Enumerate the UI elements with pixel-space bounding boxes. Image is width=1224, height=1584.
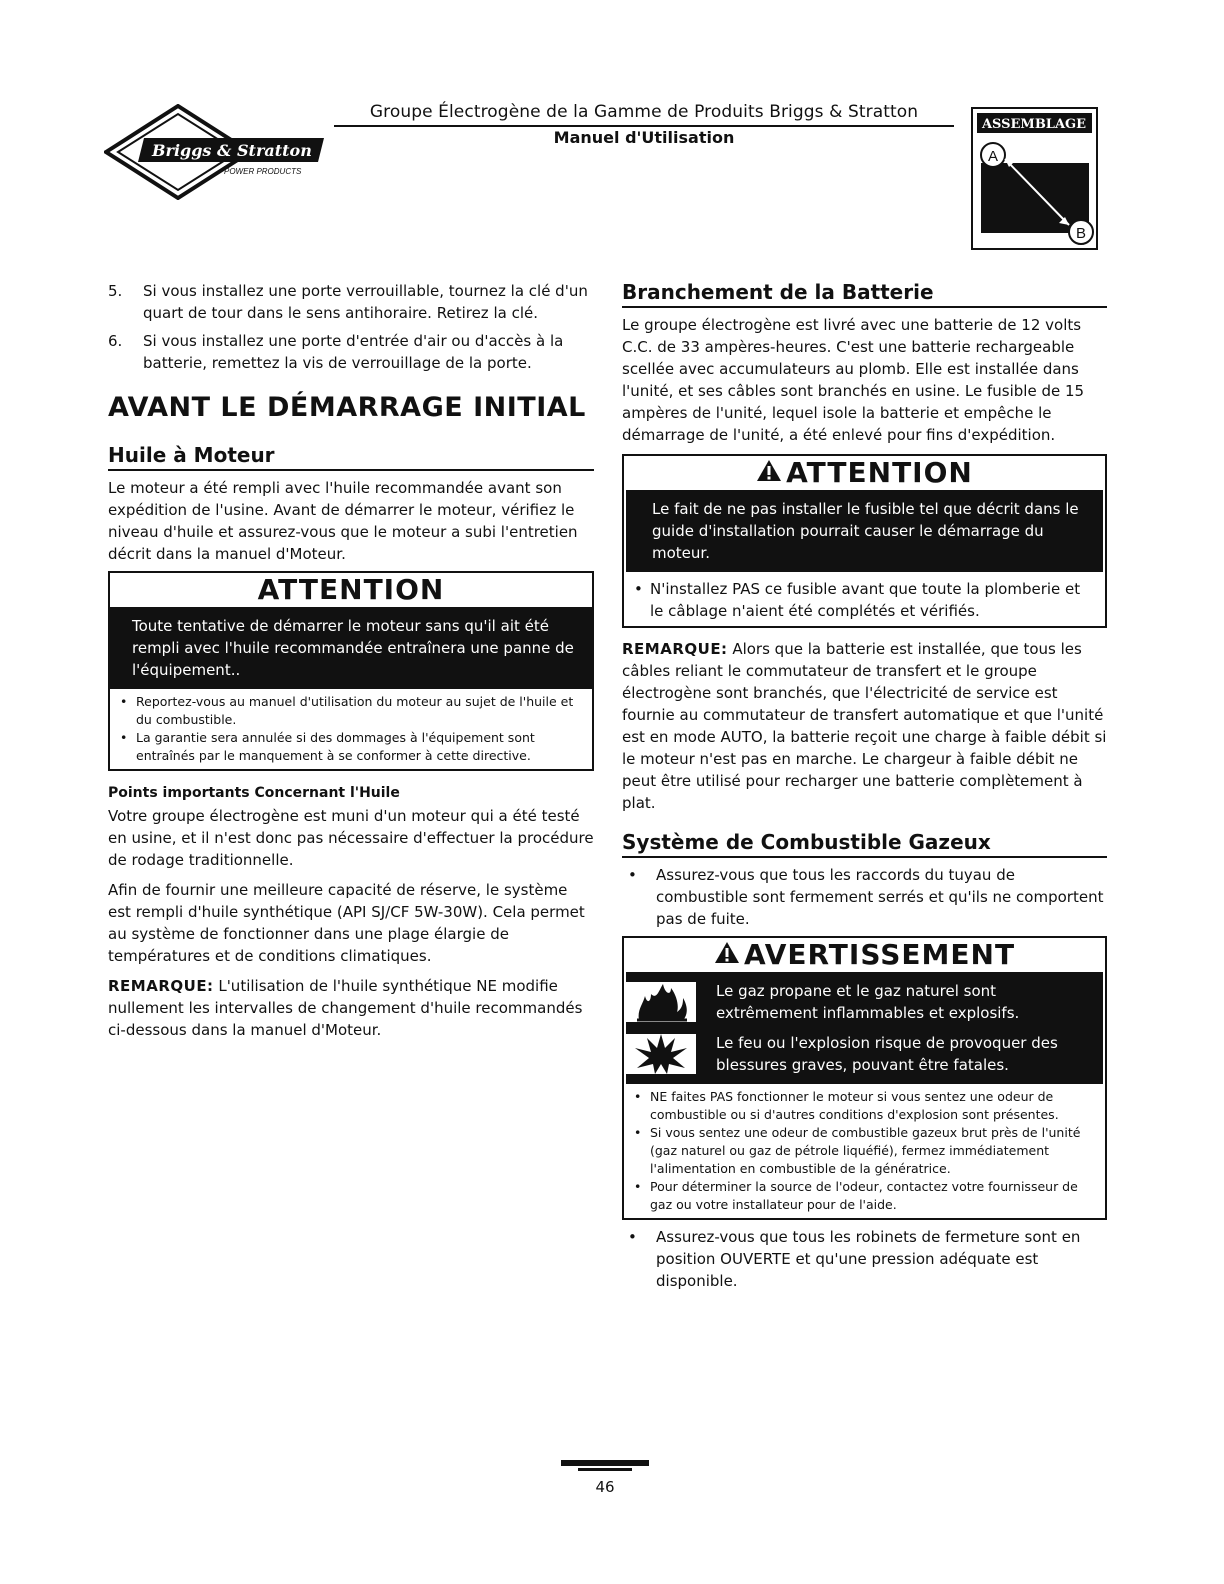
page-marker-bar (561, 1460, 649, 1466)
fuel-bullet: • Assurez-vous que tous les raccords du tuyau de combustible sont fermement serrés et qu'ils ne comportent pas de fuite. (622, 864, 1107, 930)
main-heading: AVANT LE DÉMARRAGE INITIAL (108, 392, 586, 423)
points-paragraph-1: Votre groupe électrogène est muni d'un moteur qui a été testé en usine, et il n'est donc pas nécessaire d'effectuer la procédure de rodage traditionnelle. (108, 807, 594, 869)
bullet-text: Assurez-vous que tous les robinets de fermeture sont en position OUVERTE et qu'une pression adéquate est disponible. (656, 1228, 1081, 1290)
oil-remark (108, 975, 594, 1041)
hazard-panel (626, 972, 1103, 1084)
bullet-text: NE faites PAS fonctionner le moteur si vous sentez une odeur de combustible ou si d'autres conditions d'explosion sont présentes. (650, 1089, 1059, 1122)
left-column (108, 280, 594, 1041)
attention-box-oil (108, 571, 594, 771)
attention-bullet: • La garantie sera annulée si des dommages à l'équipement sont entraînés par le manquement à se conformer à cette directive. (118, 729, 584, 765)
assembly-section-icon (971, 107, 1098, 250)
remark-text: Alors que la batterie est installée, que tous les câbles reliant le commutateur de transfert et le groupe électrogène sont branchés, que l'électricité de service est fournie au commutateur de transfert automatique et que l'unité est en mode AUTO, la batterie reçoit une charge à faible débit si le moteur n'est pas en marche. Le chargeur à faible débit ne peut être utilisé pour recharger une batterie complètement à plat. (622, 640, 1107, 812)
step-number: 5. (108, 282, 123, 300)
warning-bullets (624, 1084, 1105, 1218)
brand-subtext: POWER PRODUCTS (224, 167, 302, 176)
step-number: 6. (108, 332, 123, 350)
brand-text: Briggs & Stratton (152, 141, 312, 160)
hazard-row (626, 1028, 1103, 1080)
page-marker-bar-small (578, 1468, 632, 1471)
fuel-heading: Système de Combustible Gazeux (622, 830, 1107, 858)
header-rule (334, 125, 954, 127)
step-text: Si vous installez une porte d'entrée d'air ou d'accès à la batterie, remettez la vis de verrouillage de la porte. (143, 332, 564, 372)
warning-bullet: • Pour déterminer la source de l'odeur, contactez votre fournisseur de gaz ou votre installateur pour de l'aide. (632, 1178, 1097, 1214)
assembly-label: ASSEMBLAGE (981, 117, 1087, 132)
attention-bullets (624, 572, 1105, 626)
attention-bullet: • Reportez-vous au manuel d'utilisation du moteur au sujet de l'huile et du combustible. (118, 693, 584, 729)
attention-bullets (110, 689, 592, 769)
header-title: Groupe Électrogène de la Gamme de Produits Briggs & Stratton (369, 102, 919, 122)
briggs-stratton-logo (104, 104, 326, 200)
hazard-text: Le feu ou l'explosion risque de provoquer des blessures graves, pouvant être fatales. (716, 1034, 1058, 1074)
bullet-text: Si vous sentez une odeur de combustible gazeux brut près de l'unité (gaz naturel ou gaz de pétrole liquéfié), fermez immédiatement l'alimentation en combustible de la génératrice. (650, 1125, 1081, 1176)
attention-title: ATTENTION (786, 456, 973, 489)
points-paragraph-2: Afin de fournir une meilleure capacité de réserve, le système est rempli d'huile synthétique (API SJ/CF 5W-30W). Cela permet au système de fonctionner dans une plage élargie de températures et de conditions climatiques. (108, 881, 585, 965)
warning-triangle-icon (756, 459, 782, 482)
oil-text: Le moteur a été rempli avec l'huile recommandée avant son expédition de l'usine. Avant de démarrer le moteur, vérifiez le niveau d'huile et assurez-vous que le moteur a subi l'entretien décrit dans la manuel d'Moteur. (108, 479, 578, 563)
attention-title-row (624, 456, 1105, 490)
warning-title-row (624, 938, 1105, 972)
remark-text: L'utilisation de l'huile synthétique NE modifie nullement les intervalles de changement d'huile recommandés ci-dessous dans la manuel d'Moteur. (108, 977, 583, 1039)
attention-title: ATTENTION (257, 573, 445, 606)
assembly-a: A (987, 148, 999, 165)
attention-message: Toute tentative de démarrer le moteur sans qu'il ait été rempli avec l'huile recommandée entraînera une panne de l'équipement.. (110, 607, 592, 689)
page-number: 46 (595, 1478, 615, 1496)
bullet-text: N'installez PAS ce fusible avant que toute la plomberie et le câblage n'aient été complétés et vérifiés. (650, 580, 1081, 620)
warning-bullet: • NE faites PAS fonctionner le moteur si vous sentez une odeur de combustible ou si d'autres conditions d'explosion sont présentes. (632, 1088, 1097, 1124)
bullet-text: Assurez-vous que tous les raccords du tuyau de combustible sont fermement serrés et qu'ils ne comportent pas de fuite. (656, 866, 1104, 928)
step-text: Si vous installez une porte verrouillable, tournez la clé d'un quart de tour dans le sens antihoraire. Retirez la clé. (143, 282, 588, 322)
points-heading: Points importants Concernant l'Huile (108, 785, 400, 801)
attention-box-battery (622, 454, 1107, 628)
warning-title: AVERTISSEMENT (743, 938, 1016, 971)
hazard-row (626, 976, 1103, 1028)
step-item (108, 330, 594, 374)
explosion-icon (626, 1034, 706, 1074)
warning-bullet: • Si vous sentez une odeur de combustible gazeux brut près de l'unité (gaz naturel ou gaz de pétrole liquéfié), fermez immédiatement l'alimentation en combustible de la génératrice. (632, 1124, 1097, 1178)
attention-bullet: • N'installez PAS ce fusible avant que toute la plomberie et le câblage n'aient été complétés et vérifiés. (632, 578, 1097, 622)
battery-text: Le groupe électrogène est livré avec une batterie de 12 volts C.C. de 33 ampères-heures. C'est une batterie rechargeable scellée avec accumulateurs au plomb. Elle est installée dans l'unité, et ses câbles sont branchés en usine. Le fusible de 15 ampères de l'unité, lequel isole la batterie et empêche le démarrage de l'unité, a été enlevé pour fins d'expédition. (622, 316, 1085, 444)
remark-label: REMARQUE: (108, 977, 214, 995)
remark-label: REMARQUE: (622, 640, 728, 658)
bullet-text: La garantie sera annulée si des dommages à l'équipement sont entraînés par le manquement à se conformer à cette directive. (136, 730, 535, 763)
warning-box-fuel (622, 936, 1107, 1220)
battery-heading: Branchement de la Batterie (622, 280, 1107, 308)
hazard-text: Le gaz propane et le gaz naturel sont extrêmement inflammables et explosifs. (716, 982, 1020, 1022)
bullet-text: Reportez-vous au manuel d'utilisation du moteur au sujet de l'huile et du combustible. (136, 694, 574, 727)
oil-heading: Huile à Moteur (108, 443, 594, 471)
step-item (108, 280, 594, 324)
fuel-bullet: • Assurez-vous que tous les robinets de fermeture sont en position OUVERTE et qu'une pression adéquate est disponible. (622, 1226, 1107, 1292)
fire-icon (626, 982, 706, 1022)
assembly-b: B (1075, 225, 1087, 242)
header-subtitle: Manuel d'Utilisation (553, 128, 735, 147)
warning-triangle-icon (714, 941, 740, 964)
right-column (622, 280, 1107, 1292)
bullet-text: Pour déterminer la source de l'odeur, contactez votre fournisseur de gaz ou votre installateur pour de l'aide. (650, 1179, 1078, 1212)
attention-message: Le fait de ne pas installer le fusible tel que décrit dans le guide d'installation pourrait causer le démarrage du moteur. (626, 490, 1103, 572)
battery-remark (622, 638, 1107, 814)
